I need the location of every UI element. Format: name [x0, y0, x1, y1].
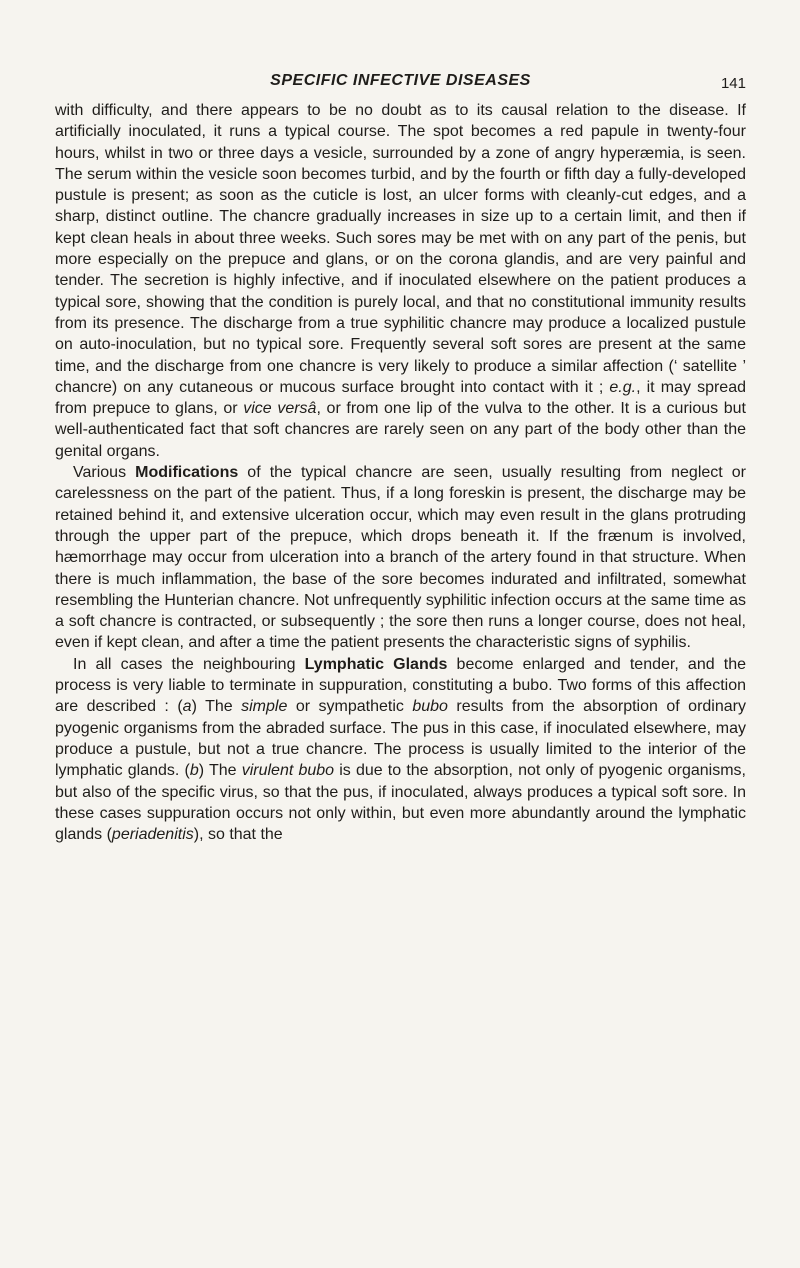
paragraph-2-text: of the typical chancre are seen, usually resulting from neglect or carelessness on the part of the patient. Thus, if a long foreskin is present, the discharge may be retained behind it, and extensive ulceration occur, which may even result in the glans protruding through the upper part of the prepuce, which drops beneath it. If the frænum is involved, hæmorrhage may occur from ulceration into a branch of the artery found in that structure. When there is much inflammation, the base of the sore becomes indurated and infiltrated, somewhat resembling the Hunterian chancre. Not unfrequently syphilitic infection occurs at the same time as a soft chancre is contracted, or subsequently ; the sore then runs a longer course, does not heal, even if kept clean, and after a time the patient presents the characteristic signs of syphilis. [55, 464, 747, 652]
paragraph-3-text-a: become enlarged and tender, and the process is very liable to terminate in suppuration, constituting a bubo. Two forms of this affection are described : ( [55, 655, 746, 716]
heading-lymphatic-glands: Lymphatic Glands [304, 655, 448, 673]
italic-a: a [182, 698, 192, 716]
italic-simple: simple [241, 698, 288, 716]
italic-vice-versa: vice versâ [243, 400, 317, 418]
paragraph-2 [55, 462, 746, 654]
paragraph-3 [55, 654, 746, 846]
paragraph-3-lead: In all cases the neighbouring [73, 655, 296, 673]
paragraph-2-lead: Various [73, 464, 127, 482]
paragraph-3-text-d: ), so that the [193, 826, 283, 844]
paragraph-3-text-a3: or sympathetic [295, 698, 404, 716]
paragraph-3-text-b: results from the absorption of ordinary pyogenic organisms from the abraded surface. The pus in this case, if inoculated elsewhere, may produce a pustule, but not a true chancre. The process is usually limited to the interior of the lymphatic glands. ( [55, 698, 746, 780]
running-head: SPECIFIC INFECTIVE DISEASES [270, 72, 531, 89]
paragraph-1-text-c: , or from one lip of the vulva to the other. It is a curious but well-authenticated fact that soft chancres are rarely seen on any part of the body other than the genital organs. [55, 400, 746, 460]
paragraph-1 [55, 100, 746, 462]
paragraph-3-text-a2: ) The [191, 698, 233, 716]
paragraph-3-text-c: is due to the absorption, not only of pyogenic organisms, but also of the specific virus, so that the pus, if inoculated, always produces a typical soft sore. In these cases suppuration occurs not only within, but even more abundantly around the lymphatic glands ( [55, 762, 746, 844]
heading-modifications: Modifications [135, 464, 239, 482]
body-text [55, 100, 746, 845]
italic-bubo: bubo [412, 698, 448, 716]
page-header [55, 72, 746, 96]
paragraph-1-text-b: , it may spread from prepuce to glans, or [55, 378, 746, 418]
italic-b: b [189, 762, 199, 780]
italic-eg: e.g. [609, 378, 637, 396]
paragraph-1-text: with difficulty, and there appears to be no doubt as to its causal relation to the disease. If artificially inoculated, it runs a typical course. The spot becomes a red papule in twenty-four hours, whilst in two or three days a vesicle, surrounded by a zone of angry hyperæmia, is seen. The serum within the vesicle soon becomes turbid, and by the fourth or fifth day a fully-developed pustule is present; as soon as the cuticle is lost, an ulcer forms with cleanly-cut edges, and a sharp, distinct outline. The chancre gradually increases in size up to a certain limit, and then if kept clean heals in about three weeks. Such sores may be met with on any part of the penis, but more especially on the prepuce and glans, or on the corona glandis, and are very painful and tender. The secretion is highly infective, and if inoculated elsewhere on the patient produces a typical sore, showing that the condition is purely local, and that no constitutional immunity results from its presence. The discharge from a true syphilitic chancre may produce a localized pustule on auto-inoculation, but no typical sore. Frequently several soft sores are present at the same time, and the discharge from one chancre is very likely to produce a similar affection (‘ satellite ’ chancre) on any cutaneous or mucous surface brought into contact with it ; [55, 102, 746, 396]
page-number: 141 [720, 75, 746, 92]
italic-periadenitis: periadenitis [111, 826, 194, 844]
italic-virulent-bubo: virulent bubo [241, 762, 335, 780]
paragraph-3-text-b2: ) The [198, 762, 237, 780]
